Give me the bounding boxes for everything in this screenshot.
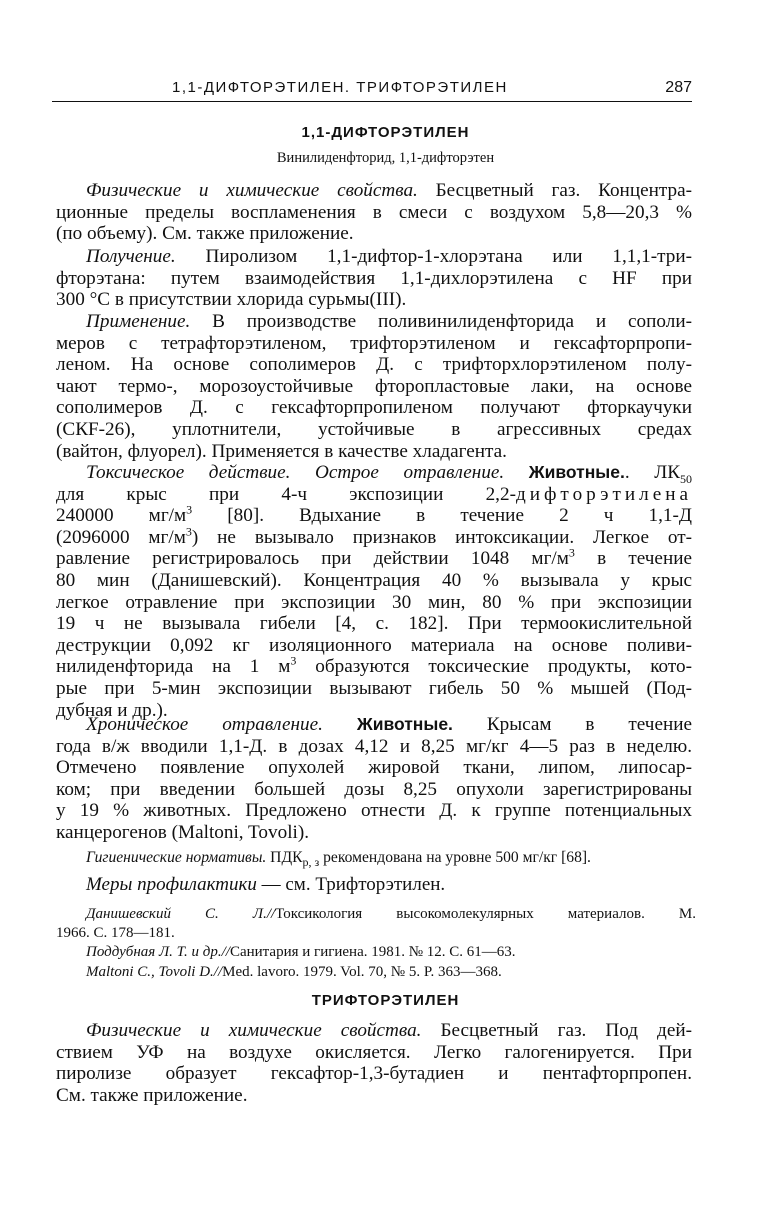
paragraph-line: ционные пределы воспламенения в смеси с воздухом 5,8—20,3 % (56, 201, 692, 223)
article-title: ТРИФТОРЭТИЛЕН (311, 992, 460, 1009)
paragraph-line: Токсическое действие. Острое отравление. Животные.. $ЛК_{50}$ (86, 462, 692, 484)
paragraph-line: фторэтана: путем взаимодействия 1,1-дихлорэтилена с HF при (56, 267, 692, 289)
section-properties (56, 180, 692, 245)
paragraph-line: Физические и химические свойства. Бесцветный газ. Концентра- (86, 180, 692, 201)
paragraph-line: (СКF-26), уплотнители, устойчивые в агрессивных средах (56, 418, 692, 440)
header-rule (52, 101, 692, 102)
paragraph-line: 240000 $мг/м^3$ [80]. Вдыхание в течение 2 ч 1,1-Д (56, 505, 692, 527)
paragraph-line: для крыс при 4-ч экспозиции 2,2-дифторэтилена (56, 483, 692, 505)
paragraph-line: 19 ч не вызывала гибели [4, с. 182]. При термоокислительной (56, 613, 692, 635)
reference-item: Maltoni C., Tovoli D.//Med. lavoro. 1979. Vol. 70, № 5. P. 363—368. (86, 964, 502, 980)
paragraph-line: деструкции 0,092 кг изоляционного материала на основе поливи- (56, 634, 692, 656)
article-synonyms: Винилиденфторид, 1,1-дифторэтен (276, 150, 495, 166)
section-toxic (56, 462, 692, 721)
paragraph-line: леном. На основе сополимеров Д. с трифторхлорэтиленом полу- (56, 354, 692, 376)
paragraph-line: (по объему). См. также приложение. (56, 223, 354, 245)
paragraph-line: чают термо-, морозоустойчивые фторопластовые лаки, на основе (56, 375, 692, 397)
paragraph-line: меров с тетрафторэтиленом, трифторэтиленом и гексафторпропи- (56, 332, 692, 354)
paragraph-line: 80 мин (Данишевский). Концентрация 40 % вызывала у крыс (56, 569, 692, 591)
paragraph-line: Получение. Пиролизом 1,1-дифтор-1-хлорэтана или 1,1,1-три- (86, 246, 692, 267)
section-production (56, 246, 692, 311)
paragraph-line: Физические и химические свойства. Бесцветный газ. Под дей- (86, 1020, 692, 1041)
paragraph-line: легкое отравление при экспозиции 30 мин, 80 % при экспозиции (56, 591, 692, 613)
paragraph-line: (вайтон, флуорел). Применяется в качестве хладагента. (56, 440, 507, 462)
section-usage (56, 311, 692, 462)
paragraph-line: канцерогенов (Maltoni, Tovoli). (56, 821, 310, 843)
paragraph-line: дубная и др.). (56, 699, 168, 721)
paragraph-line: Отмечено появление опухолей жировой ткани, липом, липосар- (56, 757, 692, 779)
paragraph-line: ствием УФ на воздухе окисляется. Легко галогенируется. При (56, 1041, 692, 1063)
paragraph-line: года в/ж вводили 1,1-Д. в дозах 4,12 и 8,25 мг/кг 4—5 раз в неделю. (56, 735, 692, 757)
paragraph-line: См. также приложение. (56, 1084, 248, 1106)
paragraph-line: рые при 5-мин экспозиции вызывают гибель 50 % мышей (Под- (56, 677, 692, 699)
reference-item: Поддубная Л. Т. и др.//Санитария и гигиена. 1981. № 12. С. 61—63. (86, 944, 516, 960)
paragraph-line: нилиденфторида на 1 $м^3$ образуются токсические продукты, кото- (56, 656, 692, 678)
paragraph-line: (2096000 $мг/м^3$) не вызывало признаков интоксикации. Легкое от- (56, 526, 692, 548)
prevention-measures: Меры профилактики — см. Трифторэтилен. (86, 874, 446, 895)
section-properties (56, 1020, 692, 1106)
running-header (52, 79, 692, 101)
paragraph-line: у 19 % животных. Предложено отнести Д. к группе потенциальных (56, 800, 692, 822)
paragraph-line: 300 °C в присутствии хлорида сурьмы(III). (56, 289, 407, 311)
reference-item: Данишевский С. Л.//Токсикология высокомолекулярных материалов. М. 1966. С. 178—181. (56, 906, 697, 941)
paragraph-line: пиролизе образует гексафтор-1,3-бутадиен и пентафторпропен. (56, 1063, 692, 1085)
paragraph-line: Применение. В производстве поливинилиденфторида и сополи- (86, 311, 692, 332)
page-number: 287 (665, 79, 692, 96)
section-chronic (56, 714, 692, 844)
running-title: 1,1-ДИФТОРЭТИЛЕН. ТРИФТОРЭТИЛЕН (172, 79, 508, 96)
hygiene-norms: Гигиенические нормативы. $ПДК_{р, з}$ рекомендована на уровне 500 мг/кг [68]. (86, 849, 591, 870)
paragraph-line: сополимеров Д. с гексафторпропиленом получают фторкаучуки (56, 397, 692, 419)
paragraph-line: Хроническое отравление. Животные. Крысам в течение (86, 714, 692, 735)
paragraph-line: равление регистрировалось при действии 1048 $мг/м^3$ в течение (56, 548, 692, 570)
paragraph-line: ком; при введении большей дозы 8,25 опухоли зарегистрированы (56, 778, 692, 800)
article-title: 1,1-ДИФТОРЭТИЛЕН (301, 124, 470, 141)
